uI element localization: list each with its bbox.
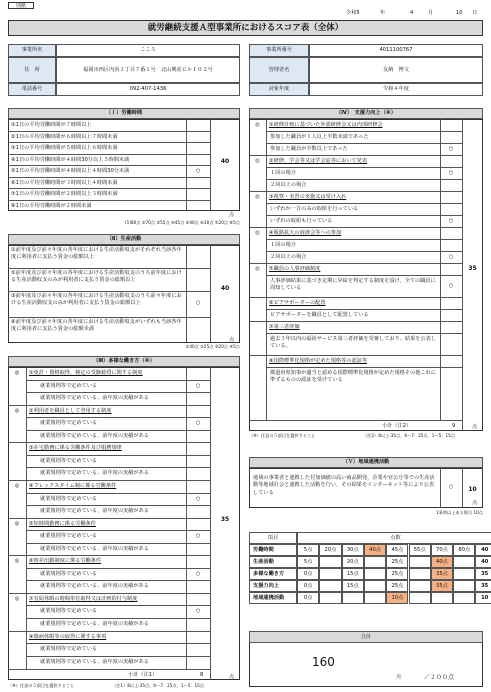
score-cell: 45点 [386, 544, 408, 556]
s4-line: 過去３年以内の福祉サービス第三者評価を受審しており、結果を公表している。 [270, 335, 437, 349]
s3-head-mark: ◎ [14, 595, 20, 602]
s2-item: ③前年度及び前々年度の各年度における生産活動収支のうち前々年度における生産活動収支のみが利用者に支払う賃金の総額以上 [11, 293, 182, 306]
score-row-label: 生産活動 [249, 556, 297, 568]
s4-head-mark: ◎ [255, 122, 260, 128]
s3-group-head: ⑦有給休暇の時間単位取得又は計画的付与制度 [29, 595, 138, 602]
score-cell [453, 592, 475, 604]
s3-group-head: ③在宅勤務に係る労働条件及び服務規律 [29, 445, 122, 452]
office-name: こころ [56, 44, 240, 57]
s4-subtotal-label: 小計（注2） [382, 423, 412, 429]
s1-score: 40 [220, 158, 230, 165]
total-unit: 点 [396, 674, 402, 680]
score-row-total: 35 [475, 580, 491, 592]
s4-line-mark: ○ [448, 254, 454, 260]
s1-note: (1)80点 ②70点 ③55点 ④45点 ⑤40点 ⑥30点 ⑦20点 ⑧5点 [125, 220, 240, 225]
s3-mark-a: ○ [195, 495, 201, 502]
score-cell: 0点 [297, 580, 319, 592]
score-row-total: 35 [475, 568, 491, 580]
s2-item: ④前年度及び前々年度の各年度における生産活動収支がいずれも当該各年度に利用者に支払う賃金の総額未満 [11, 319, 182, 332]
year: 令和４年度 [309, 83, 483, 96]
s3-line-a: 就業規則等で定めている [40, 533, 98, 540]
s3-group-head: ⑥時差出勤制度に係る労働条件 [29, 558, 102, 565]
s5-text: 地域の事業者と連携した付加価値の高い商品開発、企業や官公庁等での生産活動等地域社会と連携した活動を行い、その結果をインターネット等により公表している [253, 475, 435, 496]
s5-unit: 点 [472, 500, 478, 506]
s2-item: ①前年度及び前々年度の各年度における生産活動収支がそれぞれ当該各年度に利用者に支払う賃金の総額以上 [11, 247, 182, 260]
s4-line-mark: ○ [448, 146, 454, 152]
phone: 092-407-1436 [56, 83, 240, 96]
score-cell: 70点 [431, 544, 453, 556]
page-title: 就労継続支援Ａ型事業所におけるスコア表（全体） [147, 23, 344, 33]
s3-line-a: 就業規則等で定めている [40, 420, 98, 427]
s4-group-head: ⑤職員の人事評価制度 [269, 266, 321, 272]
score-cell: 5点 [297, 544, 319, 556]
s4-line: 人事評価結果に基づき定期に昇給を判定する制度を設け、全ての職員に周知している [270, 277, 436, 291]
s4-line: ピアサポーターを職員として配置している [270, 311, 369, 318]
s3-note-right: （注1）8以上:35点、6～7：25点、1～5：15点 [112, 683, 205, 688]
s4-line: いずれか一方のみの取組を行っている [270, 205, 359, 212]
s2-note: ①40点 ②25点 ③20点 ④5点 [185, 344, 240, 349]
s4-title: （Ⅳ） 支援力向上（※） [249, 108, 483, 119]
score-cell: 25点 [386, 568, 408, 580]
s3-line-b: 就業規則等で定めている、前年度の実績がある [40, 658, 149, 665]
s1-item: ⑦1日の平均労働時間が２時間以上３時間未満 [11, 191, 118, 197]
score-cell [364, 568, 386, 580]
s3-mark-a: ○ [195, 382, 201, 389]
s3-mark-a: ○ [195, 533, 201, 540]
s4-line: ２回以上の場合 [270, 181, 307, 188]
s3-line-b: 就業規則等で定めている、前年度の実績がある [40, 583, 149, 590]
score-row-total: 40 [475, 544, 491, 556]
s3-line-b: 就業規則等で定めている、前年度の実績がある [40, 470, 149, 477]
score-cell [319, 592, 341, 604]
s3-line-a: 就業規則等で定めている [40, 382, 98, 389]
date-era: 令和5 [346, 10, 360, 16]
s4-group-head: ②研修、学会等又は学会誌等において発表 [269, 158, 368, 164]
score-row-total: 10 [475, 592, 491, 604]
address: 福岡市西区内浜１丁目７番１号 北山興産ビル１０２号 [56, 57, 240, 83]
score-cell: 25点 [386, 556, 408, 568]
score-cell [364, 556, 386, 568]
s3-line-b: 就業規則等で定めている、前年度の実績がある [40, 545, 149, 552]
score-cell: 5点 [297, 556, 319, 568]
s1-item: ⑥1日の平均労働時間が３時間以上４時間未満 [11, 179, 118, 186]
s1-item: ⑤1日の平均労働時間が４時間以上４時間30分未満 [11, 168, 130, 174]
date-day-unit: 日 [472, 10, 478, 16]
s3-line-a: 就業規則等で定めている [40, 457, 98, 464]
s4-group-head: ⑥ピアサポーターの配置 [269, 300, 326, 306]
score-cell: 35点 [431, 568, 453, 580]
s4-line: １回の場合 [270, 169, 296, 176]
s5-mark: ○ [448, 484, 454, 490]
score-cell: 15点 [342, 568, 364, 580]
office-no-label: 事業所番号 [249, 44, 309, 57]
score-row-total: 40 [475, 556, 491, 568]
s4-head-mark: ◎ [255, 194, 260, 200]
score-row-label: 多様な働き方 [249, 568, 297, 580]
s2-item: ②前年度及び前々年度の各年度における生産活動収支のうち前年度における生産活動収支のみが利用者に支払う賃金の総額以上 [11, 270, 182, 283]
score-cell [409, 568, 431, 580]
s3-line-b: 就業規則等で定めている、前年度の実績がある [40, 432, 149, 439]
s5-note: 1事例以上ある場合 10点 [435, 510, 483, 515]
score-cell: 0点 [297, 568, 319, 580]
s3-group-head: ①免許・資格取得、検定の受験勧奨に関する制度 [29, 370, 143, 376]
score-cell: 0点 [297, 592, 319, 604]
s1-item: ①1日の平均労働時間が７時間以上 [11, 122, 92, 128]
score-row-label: 支援力向上 [249, 580, 297, 592]
s1-item: ②1日の平均労働時間が６時間以上７時間未満 [11, 133, 118, 140]
score-cell [364, 580, 386, 592]
s1-item: ④1日の平均労働時間が４時間30分以上５時間未満 [11, 156, 130, 163]
s3-mark-a: ○ [195, 608, 201, 615]
s4-score: 35 [468, 265, 477, 272]
score-cell: 40点 [431, 556, 453, 568]
office-no: 4011100767 [309, 44, 483, 57]
s4-line: ２回以上の場合 [270, 253, 307, 260]
score-cell [409, 592, 431, 604]
s3-head-mark: ◎ [14, 370, 20, 376]
office-name-label: 事業所名 [8, 44, 56, 57]
s4-group-head: ⑦第三者評価 [269, 324, 300, 330]
s3-line-b: 就業規則等で定めている、前年度の実績がある [40, 395, 149, 402]
s4-line-mark: ○ [448, 218, 454, 224]
score-cell [431, 592, 453, 604]
s4-group-head: ①研修計画に基づいた外部研修会又は内部研修会 [269, 122, 383, 128]
date-month-unit: 月 [428, 10, 434, 16]
s4-group-head: ⑧国際標準化規格が定めた規格等の認証等 [269, 358, 368, 364]
s1-unit: 点 [229, 212, 235, 218]
s3-line-b: 就業規則等で定めている、前年度の実績がある [40, 508, 149, 515]
score-cell: 10点 [386, 592, 408, 604]
s3-group-head: ⑧傷病休暇等の取得に関する事項 [29, 633, 107, 640]
s4-note-right: （注2）8以上:35点、6～7：25点、1～5：15点 [363, 433, 456, 438]
s4-line-mark: ○ [448, 170, 454, 176]
s3-mark-a: ○ [195, 570, 201, 577]
s2-unit: 点 [229, 337, 235, 343]
score-cell: 30点 [342, 544, 364, 556]
date-year-unit: 年 [380, 10, 386, 16]
score-cell [453, 580, 475, 592]
s4-head-mark: ◎ [255, 230, 260, 236]
s2-score: 40 [220, 285, 230, 292]
score-cell [453, 556, 475, 568]
s4-line-mark: ○ [448, 283, 454, 289]
s3-group-head: ②利用者を職員として登用する制度 [29, 407, 112, 414]
s3-head-mark: ◎ [14, 520, 20, 527]
s4-line: 参加した職員が１人以上半数未満であった [270, 133, 369, 140]
date-month: 4 [410, 10, 414, 16]
s4-note-left: （※）任意の５項目を選択すること [249, 433, 316, 438]
score-cell [342, 592, 364, 604]
s3-line-a: 就業規則等で定めている [40, 495, 98, 502]
s3-score: 35 [220, 516, 230, 523]
score-head-item: 項目 [249, 532, 297, 544]
score-cell [319, 580, 341, 592]
s4-subtotal: 9 [452, 423, 456, 429]
score-cell [409, 556, 431, 568]
manager-label: 管理者名 [249, 57, 309, 83]
s1-item: ③1日の平均労働時間が５時間以上６時間未満 [11, 145, 118, 151]
s4-group-head: ③視察・実習の実施又は受け入れ [269, 194, 347, 200]
s1-mark: ○ [195, 168, 201, 174]
total-label-cell: 合計 [249, 631, 483, 643]
score-cell: 55点 [409, 544, 431, 556]
s4-head-mark: ◎ [255, 158, 260, 164]
s2-mark: ○ [195, 300, 201, 306]
s5-title: （Ｖ）地域連携活動 [249, 457, 483, 468]
s4-unit: 点 [472, 424, 478, 430]
score-head-points: 点数 [297, 532, 491, 544]
s1-title: （Ｉ）労働時間 [8, 108, 240, 119]
phone-label: 電話番号 [8, 83, 56, 96]
s1-item: ⑧1日の平均労働時間が２時間未満 [11, 202, 92, 209]
s4-line: いずれの取組も行っている [270, 217, 333, 224]
score-cell: 20点 [319, 544, 341, 556]
s3-subtotal: 8 [200, 672, 204, 678]
s4-group-head: ④販路拡大の商談会等への参加 [269, 230, 342, 236]
s3-line-b: 就業規則等で定めている、前年度の実績がある [40, 621, 149, 627]
score-cell: 80点 [453, 544, 475, 556]
s3-line-a: 就業規則等で定めている [40, 646, 98, 653]
s3-head-mark: ◎ [14, 558, 20, 565]
score-cell: 25点 [386, 580, 408, 592]
score-cell [319, 568, 341, 580]
address-label: 住 所 [8, 57, 56, 83]
score-cell: 40点 [364, 544, 386, 556]
date-day: 10 [456, 10, 463, 16]
s3-head-mark: ◎ [14, 482, 20, 489]
s3-group-head: ④フレックスタイム制に係る労働条件 [29, 482, 117, 489]
s3-mark-a: ○ [195, 420, 201, 427]
s5-score: 10 [468, 486, 477, 493]
score-cell [364, 592, 386, 604]
s3-head-mark: ◎ [14, 407, 20, 414]
form-tag-label: 別紙 [15, 3, 27, 9]
s4-line: 参加した職員が半数以上であった [270, 145, 348, 152]
s4-line: 都道府県知事が適当と認める国際標準化規格が定めた規格その他これに準ずるものの認証を受けている [270, 369, 437, 383]
s3-line-a: 就業規則等で定めている [40, 608, 98, 615]
s4-head-mark: ◎ [255, 266, 260, 272]
s3-title: （Ⅲ）多様な働き方（※） [8, 356, 240, 367]
score-cell [409, 580, 431, 592]
total-value: 160 [312, 655, 335, 669]
score-cell [319, 556, 341, 568]
s3-note-left: （※）任意の５項目を選択すること [8, 683, 75, 688]
s3-subtotal-label: 小計（注1） [128, 672, 158, 678]
s3-group-head: ⑤短時間勤務に係る労働条件 [29, 520, 96, 527]
manager: 友納 博文 [309, 57, 483, 83]
score-cell: 35点 [431, 580, 453, 592]
score-cell [453, 568, 475, 580]
s3-unit: 点 [229, 674, 235, 680]
score-cell: 15点 [342, 580, 364, 592]
s4-line: １回の場合 [270, 241, 296, 248]
s2-title: （Ⅱ）生産活動 [8, 234, 240, 245]
s3-line-a: 就業規則等で定めている [40, 570, 98, 577]
score-row-label: 労働時間 [249, 544, 297, 556]
year-label: 対象年度 [249, 83, 309, 96]
total-max: ／２００点 [424, 674, 455, 681]
score-row-label: 地域連携活動 [249, 592, 297, 604]
score-cell: 20点 [342, 556, 364, 568]
